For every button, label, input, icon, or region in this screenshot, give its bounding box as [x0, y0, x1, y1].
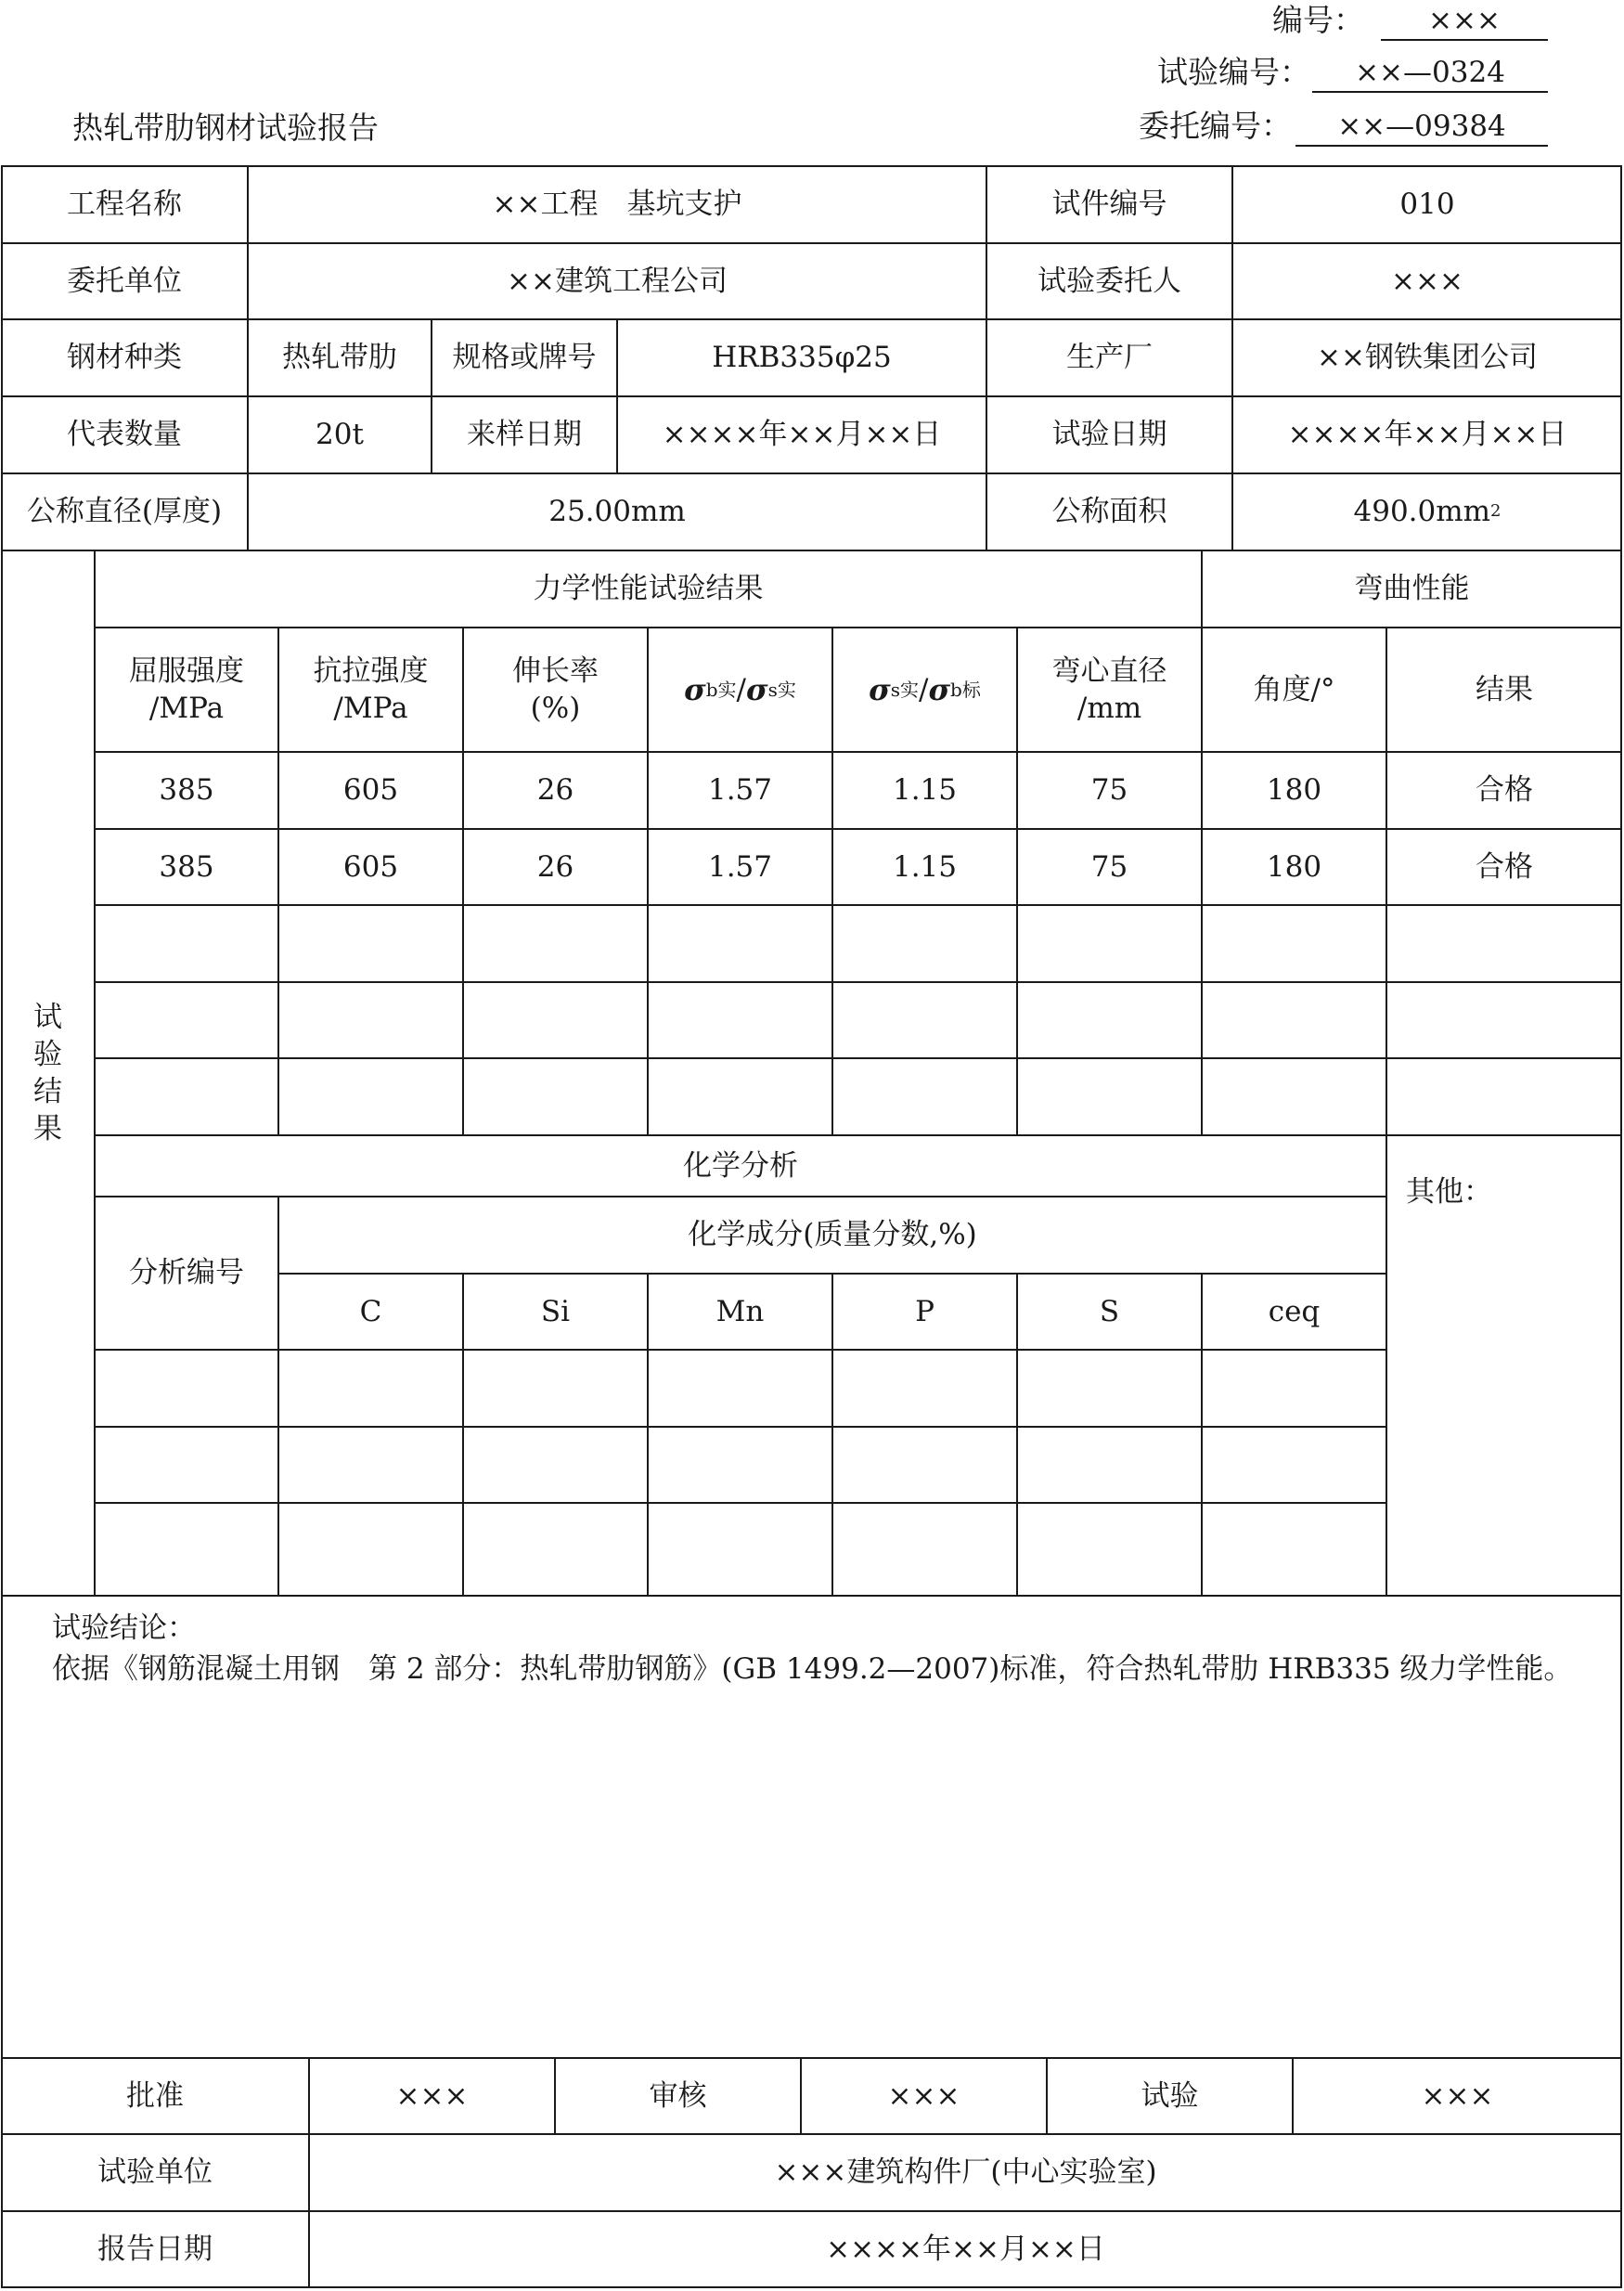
report-date-label: 报告日期 — [97, 2233, 213, 2266]
table-cell: 180 — [1266, 849, 1322, 884]
table-cell: 1.57 — [707, 773, 773, 807]
element-header: S — [1099, 1294, 1120, 1328]
ratio1-slash: / — [736, 672, 746, 706]
ratio1-sub-a: b实 — [705, 678, 737, 701]
results-side-char: 试 — [33, 1000, 62, 1034]
col-yield-line1: 屈服强度 — [129, 654, 244, 688]
col-tensile-strength — [279, 628, 462, 751]
table-cell: 385 — [159, 849, 214, 884]
results-side-char: 果 — [33, 1111, 62, 1146]
col-mandrel-line1: 弯心直径 — [1051, 654, 1167, 688]
approve-label: 批准 — [126, 2078, 184, 2113]
table-cell: 合格 — [1476, 773, 1533, 807]
bend-performance-title: 弯曲性能 — [1354, 572, 1470, 605]
col-bend-result: 结果 — [1476, 672, 1533, 706]
col-elongation-line1: 伸长率 — [512, 654, 599, 688]
client-person-value: ××× — [1391, 264, 1463, 298]
commission-no-label: 委托编号： — [1139, 108, 1292, 144]
table-cell: 26 — [536, 849, 574, 884]
ratio2-sigma-b: σ — [928, 671, 951, 707]
area-label: 公称面积 — [1051, 495, 1167, 528]
spec-value: HRB335φ25 — [712, 341, 892, 374]
conclusion-label: 试验结论： — [52, 1611, 196, 1645]
test-date-label: 试验日期 — [1051, 418, 1167, 451]
composition-title: 化学成分(质量分数,%) — [688, 1218, 977, 1251]
table-cell: 180 — [1266, 773, 1322, 807]
table-cell: 75 — [1090, 773, 1128, 807]
col-tensile-line2: /MPa — [333, 691, 408, 725]
table-cell: 1.15 — [892, 849, 958, 884]
table-cell: 75 — [1090, 849, 1128, 884]
element-header: C — [359, 1294, 382, 1328]
other-label: 其他： — [1406, 1175, 1492, 1209]
col-tensile-line1: 抗拉强度 — [313, 654, 429, 688]
project-value: ××工程 基坑支护 — [492, 188, 742, 221]
maker-value: ××钢铁集团公司 — [1317, 341, 1538, 374]
test-no-label: 试验编号： — [1157, 54, 1310, 90]
ratio1-sub-b: s实 — [767, 678, 796, 701]
steel-type-label: 钢材种类 — [67, 341, 182, 374]
element-header: P — [915, 1294, 934, 1328]
table-cell: 605 — [342, 849, 399, 884]
ratio2-sigma-a: σ — [869, 671, 891, 707]
specimen-no-label: 试件编号 — [1051, 188, 1167, 221]
diameter-value: 25.00mm — [548, 495, 686, 528]
test-no-value: ××—0324 — [1312, 54, 1548, 93]
ratio2-sub-a: s实 — [890, 678, 919, 701]
test-unit-value: ×××建筑构件厂(中心实验室) — [774, 2155, 1157, 2189]
element-header: Si — [540, 1294, 571, 1328]
client-value: ××建筑工程公司 — [507, 264, 728, 298]
col-elongation — [464, 628, 647, 751]
col-bend-angle: 角度/° — [1253, 672, 1335, 706]
element-header: ceq — [1268, 1294, 1321, 1328]
diameter-label: 公称直径(厚度) — [26, 495, 223, 528]
project-label: 工程名称 — [67, 188, 182, 221]
steel-type-value: 热轧带肋 — [282, 341, 397, 374]
quantity-value: 20t — [316, 418, 364, 451]
col-mandrel-line2: /mm — [1076, 691, 1142, 725]
results-side-char: 验 — [33, 1037, 62, 1071]
col-yield-strength — [96, 628, 277, 751]
ratio2-sub-b: b标 — [950, 678, 981, 701]
area-unit-superscript: 2 — [1490, 501, 1502, 521]
ratio1-sigma-a: σ — [684, 671, 706, 707]
mechanical-results-title: 力学性能试验结果 — [533, 572, 764, 605]
approve-value: ××× — [395, 2078, 469, 2113]
table-cell: 605 — [342, 773, 399, 807]
quantity-label: 代表数量 — [67, 418, 182, 451]
sample-date-value: ××××年××月××日 — [662, 418, 942, 451]
chemistry-title: 化学分析 — [683, 1148, 798, 1183]
test-date-value: ××××年××月××日 — [1287, 418, 1567, 451]
serial-value: ××× — [1381, 2, 1548, 41]
analysis-no-label: 分析编号 — [129, 1256, 244, 1289]
test-value: ××× — [1421, 2078, 1494, 2113]
serial-label: 编号： — [1272, 2, 1364, 38]
results-side-label — [2, 550, 94, 1595]
test-unit-label: 试验单位 — [97, 2155, 213, 2189]
report-date-value: ××××年××月××日 — [826, 2233, 1105, 2266]
table-cell: 合格 — [1476, 849, 1533, 884]
table-cell: 1.15 — [892, 773, 958, 807]
element-header: Mn — [715, 1294, 765, 1328]
client-label: 委托单位 — [67, 264, 182, 298]
table-cell: 26 — [536, 773, 574, 807]
col-ratio-tensile-yield — [649, 628, 831, 751]
area-value-number: 490.0mm — [1353, 495, 1491, 528]
specimen-no-value: 010 — [1399, 188, 1455, 221]
col-mandrel-diameter — [1018, 628, 1201, 751]
table-cell: 385 — [159, 773, 214, 807]
conclusion-text: 依据《钢筋混凝土用钢 第 2 部分：热轧带肋钢筋》(GB 1499.2—2007)标准，符合热轧带肋 HRB335 级力学性能。 — [52, 1652, 1573, 1686]
col-yield-line2: /MPa — [148, 691, 225, 725]
commission-no-value: ××—09384 — [1295, 108, 1548, 147]
sample-date-label: 来样日期 — [467, 418, 582, 451]
review-label: 审核 — [649, 2078, 707, 2113]
maker-label: 生产厂 — [1066, 341, 1153, 374]
test-label: 试验 — [1141, 2078, 1199, 2113]
col-elongation-line2: (%) — [530, 691, 581, 725]
review-value: ××× — [887, 2078, 960, 2113]
area-value — [1233, 473, 1621, 550]
col-ratio-yield-standard — [833, 628, 1016, 751]
client-person-label: 试验委托人 — [1038, 264, 1181, 298]
results-side-char: 结 — [33, 1074, 62, 1108]
document-title: 热轧带肋钢材试验报告 — [72, 110, 379, 146]
spec-label: 规格或牌号 — [452, 341, 597, 374]
table-cell: 1.57 — [707, 849, 773, 884]
ratio2-slash: / — [919, 672, 929, 706]
ratio1-sigma-b: σ — [746, 671, 768, 707]
